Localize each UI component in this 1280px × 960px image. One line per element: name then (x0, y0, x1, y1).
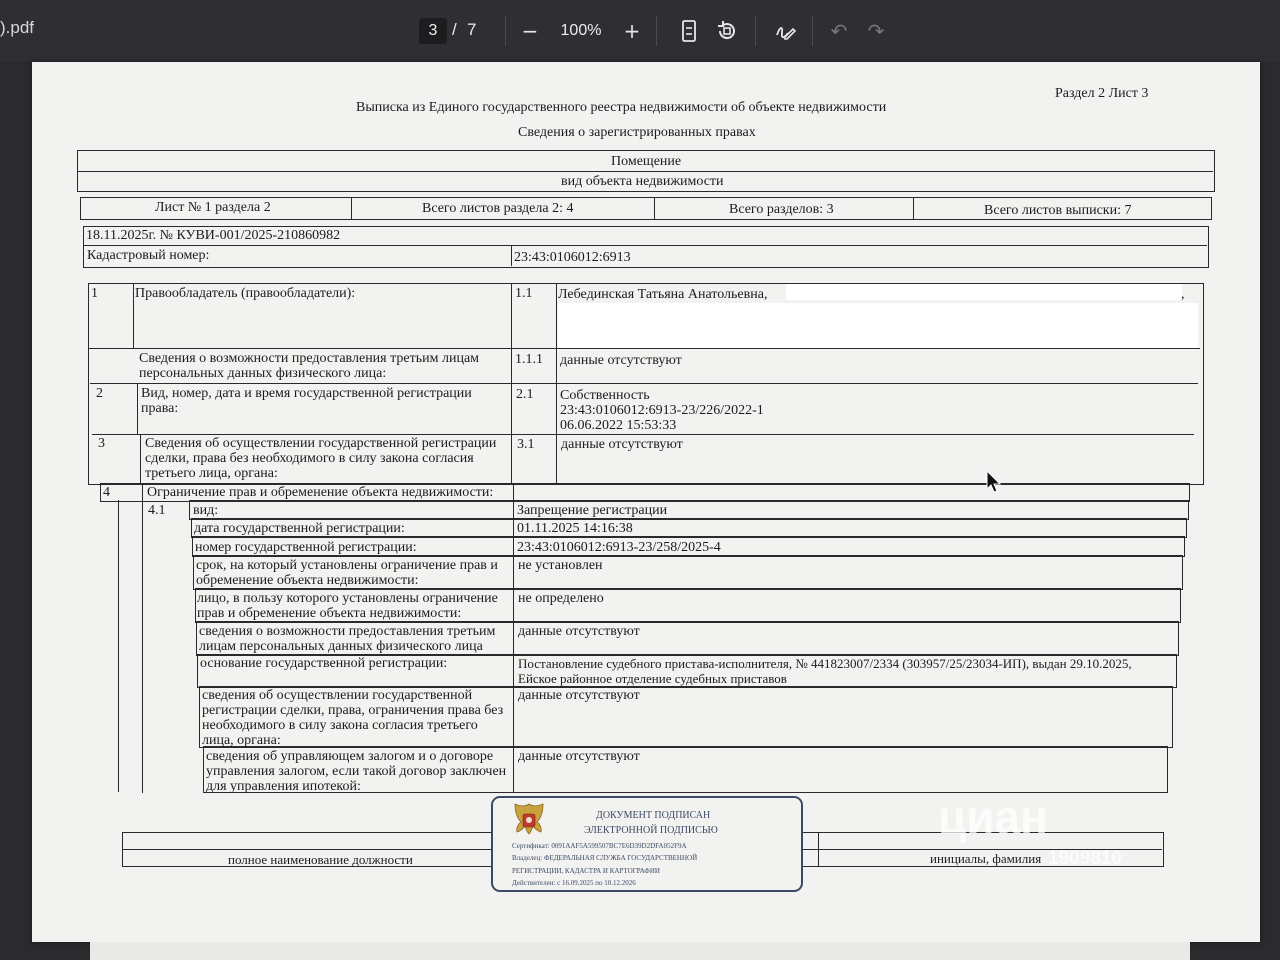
page-number-input[interactable]: 3 (419, 18, 447, 44)
row-number: 4 (103, 485, 110, 500)
row-code: 4.1 (148, 503, 166, 518)
personal-data-label: Сведения о возможности предоставления третьим лицам персональных данных физического лица: (139, 351, 480, 381)
restriction-basis: Постановление судебного пристава-исполнителя, № 441823007/2334 (303957/25/23034-ИП), выдан 29.10.2025, Ейское районное отделение судебных приставов (518, 656, 1132, 686)
extract-sheets-total: Всего листов выписки: 7 (984, 203, 1132, 218)
row-code: 3.1 (517, 437, 535, 452)
right-type: Собственность (560, 388, 650, 403)
watermark-number: 1909810 (1048, 848, 1122, 869)
redo-icon: ↷ (867, 19, 885, 43)
cadastral-label: Кадастровый номер: (87, 248, 210, 263)
restriction-label: сведения о возможности предоставления третьим лицам персональных данных физического лица (199, 624, 496, 654)
zoom-out-button[interactable] (516, 17, 544, 45)
rotate-icon (715, 19, 739, 43)
toolbar-divider (812, 16, 813, 46)
deal-value: данные отсутствуют (561, 437, 683, 452)
restriction-label: сведения об осуществлении государственной регистрации сделки, права, ограничения права без необходимого в силу закона согласия третьего лица, органа: (202, 688, 504, 748)
restriction-value: не определено (518, 591, 604, 606)
divider (513, 500, 514, 792)
rightholder-trail: , (1181, 287, 1185, 302)
restriction-value: 23:43:0106012:6913-23/258/2025-4 (517, 540, 721, 555)
section-sheets-total: Всего листов раздела 2: 4 (422, 201, 574, 216)
document-filename: ).pdf (0, 18, 35, 37)
divider (142, 483, 143, 793)
stamp-validity: Действителен: с 16.09.2025 по 10.12.2026 (512, 879, 636, 887)
fit-page-button[interactable] (675, 17, 703, 45)
toolbar-divider (656, 16, 657, 46)
stamp-title: ДОКУМЕНТ ПОДПИСАН (596, 810, 711, 821)
pdf-toolbar (0, 0, 1280, 62)
divider (140, 434, 141, 484)
redaction (786, 284, 1182, 300)
divider (654, 197, 655, 219)
draw-button[interactable] (772, 17, 800, 45)
restrictions-label: Ограничение прав и обременение объекта недвижимости: (147, 485, 494, 500)
page-separator: / (452, 20, 457, 39)
extract-date-number: 18.11.2025г. № КУВИ-001/2025-210860982 (86, 228, 341, 243)
initials-caption: инициалы, фамилия (930, 851, 1042, 866)
restriction-label: вид: (193, 503, 219, 518)
toolbar-divider (755, 16, 756, 46)
draw-icon (774, 19, 798, 43)
divider (818, 832, 819, 866)
watermark-brand: циан (938, 791, 1048, 843)
cadastral-number: 23:43:0106012:6913 (514, 250, 631, 265)
restriction-label: номер государственной регистрации: (195, 540, 417, 555)
divider (118, 500, 119, 792)
mouse-pointer-icon (986, 470, 1002, 494)
registration-datetime: 06.06.2022 15:53:33 (560, 418, 677, 433)
redo-button[interactable] (862, 17, 890, 45)
divider (511, 283, 512, 483)
row-code: 1.1.1 (515, 352, 543, 367)
row-code: 1.1 (515, 286, 533, 301)
stamp-certificate: Сертификат: 0091AAF5A599507BC7E6D39D2DFA052F9A (512, 842, 687, 850)
row-number: 1 (91, 286, 98, 301)
restriction-value: данные отсутствуют (518, 749, 640, 764)
object-type: Помещение (611, 154, 682, 169)
divider (511, 245, 512, 266)
restriction-label: срок, на который установлены ограничение прав и обременение объекта недвижимости: (196, 558, 498, 588)
redaction (558, 303, 1198, 348)
row-code: 2.1 (516, 387, 534, 402)
stamp-subtitle: ЭЛЕКТРОННОЙ ПОДПИСЬЮ (584, 825, 718, 836)
toolbar-divider (505, 16, 506, 46)
zoom-level[interactable]: 100% (560, 22, 602, 39)
sections-total: Всего разделов: 3 (729, 202, 834, 217)
restriction-value: 01.11.2025 14:16:38 (517, 521, 633, 536)
rightholder-label: Правообладатель (правообладатели): (135, 286, 356, 301)
row-number: 3 (98, 436, 105, 451)
restriction-row (189, 500, 1189, 520)
next-page-edge (90, 942, 1190, 960)
restriction-label: лицо, в пользу которого установлены ограничение прав и обременение объекта недвижимости: (197, 591, 498, 621)
plus-icon: + (623, 19, 641, 43)
restriction-label: дата государственной регистрации: (194, 521, 405, 536)
registration-label: Вид, номер, дата и время государственной регистрации права: (141, 386, 472, 416)
restriction-label: основание государственной регистрации: (200, 656, 448, 671)
divider (92, 434, 1194, 435)
coat-of-arms-icon (508, 800, 550, 842)
divider (77, 171, 1213, 172)
undo-button[interactable] (825, 17, 853, 45)
position-caption: полное наименование должности (228, 852, 413, 867)
divider (90, 383, 1198, 384)
restriction-value: Запрещение регистрации (517, 503, 668, 518)
zoom-in-button[interactable] (618, 17, 646, 45)
divider (556, 283, 557, 483)
divider (913, 197, 914, 219)
undo-icon: ↶ (830, 19, 848, 43)
page-total: 7 (467, 20, 477, 39)
document-title: Выписка из Единого государственного реестра недвижимости об объекте недвижимости (356, 100, 887, 115)
rotate-button[interactable] (713, 17, 741, 45)
fit-page-icon (680, 20, 698, 42)
divider (351, 197, 352, 219)
divider (513, 483, 514, 500)
divider (133, 283, 134, 348)
sheet-number: Лист № 1 раздела 2 (155, 200, 271, 215)
object-type-caption: вид объекта недвижимости (561, 174, 724, 189)
restriction-value: не установлен (518, 558, 603, 573)
document-subtitle: Сведения о зарегистрированных правах (518, 125, 756, 140)
personal-data-value: данные отсутствуют (560, 353, 682, 368)
restriction-value: данные отсутствуют (518, 624, 640, 639)
restriction-value: данные отсутствуют (518, 688, 640, 703)
stamp-owner-cont: РЕГИСТРАЦИИ, КАДАСТРА И КАРТОГРАФИИ (512, 867, 660, 875)
rightholder-name: Лебединская Татьяна Анатольевна, (558, 287, 768, 302)
divider (88, 348, 1200, 349)
deal-label: Сведения об осуществлении государственной регистрации сделки, права без необходимого в силу закона согласия третьего лица, органа: (145, 436, 497, 481)
row-number: 2 (96, 386, 103, 401)
section-sheet-label: Раздел 2 Лист 3 (1055, 86, 1149, 101)
divider (83, 245, 1207, 246)
restriction-label: сведения об управляющем залогом и о договоре управления залогом, если такой договор заключен для управления ипотекой: (206, 749, 507, 794)
registration-number: 23:43:0106012:6913-23/226/2022-1 (560, 403, 764, 418)
stamp-owner: Владелец: ФЕДЕРАЛЬНАЯ СЛУЖБА ГОСУДАРСТВЕННОЙ (512, 854, 698, 862)
divider (137, 383, 138, 435)
minus-icon: − (521, 19, 539, 43)
